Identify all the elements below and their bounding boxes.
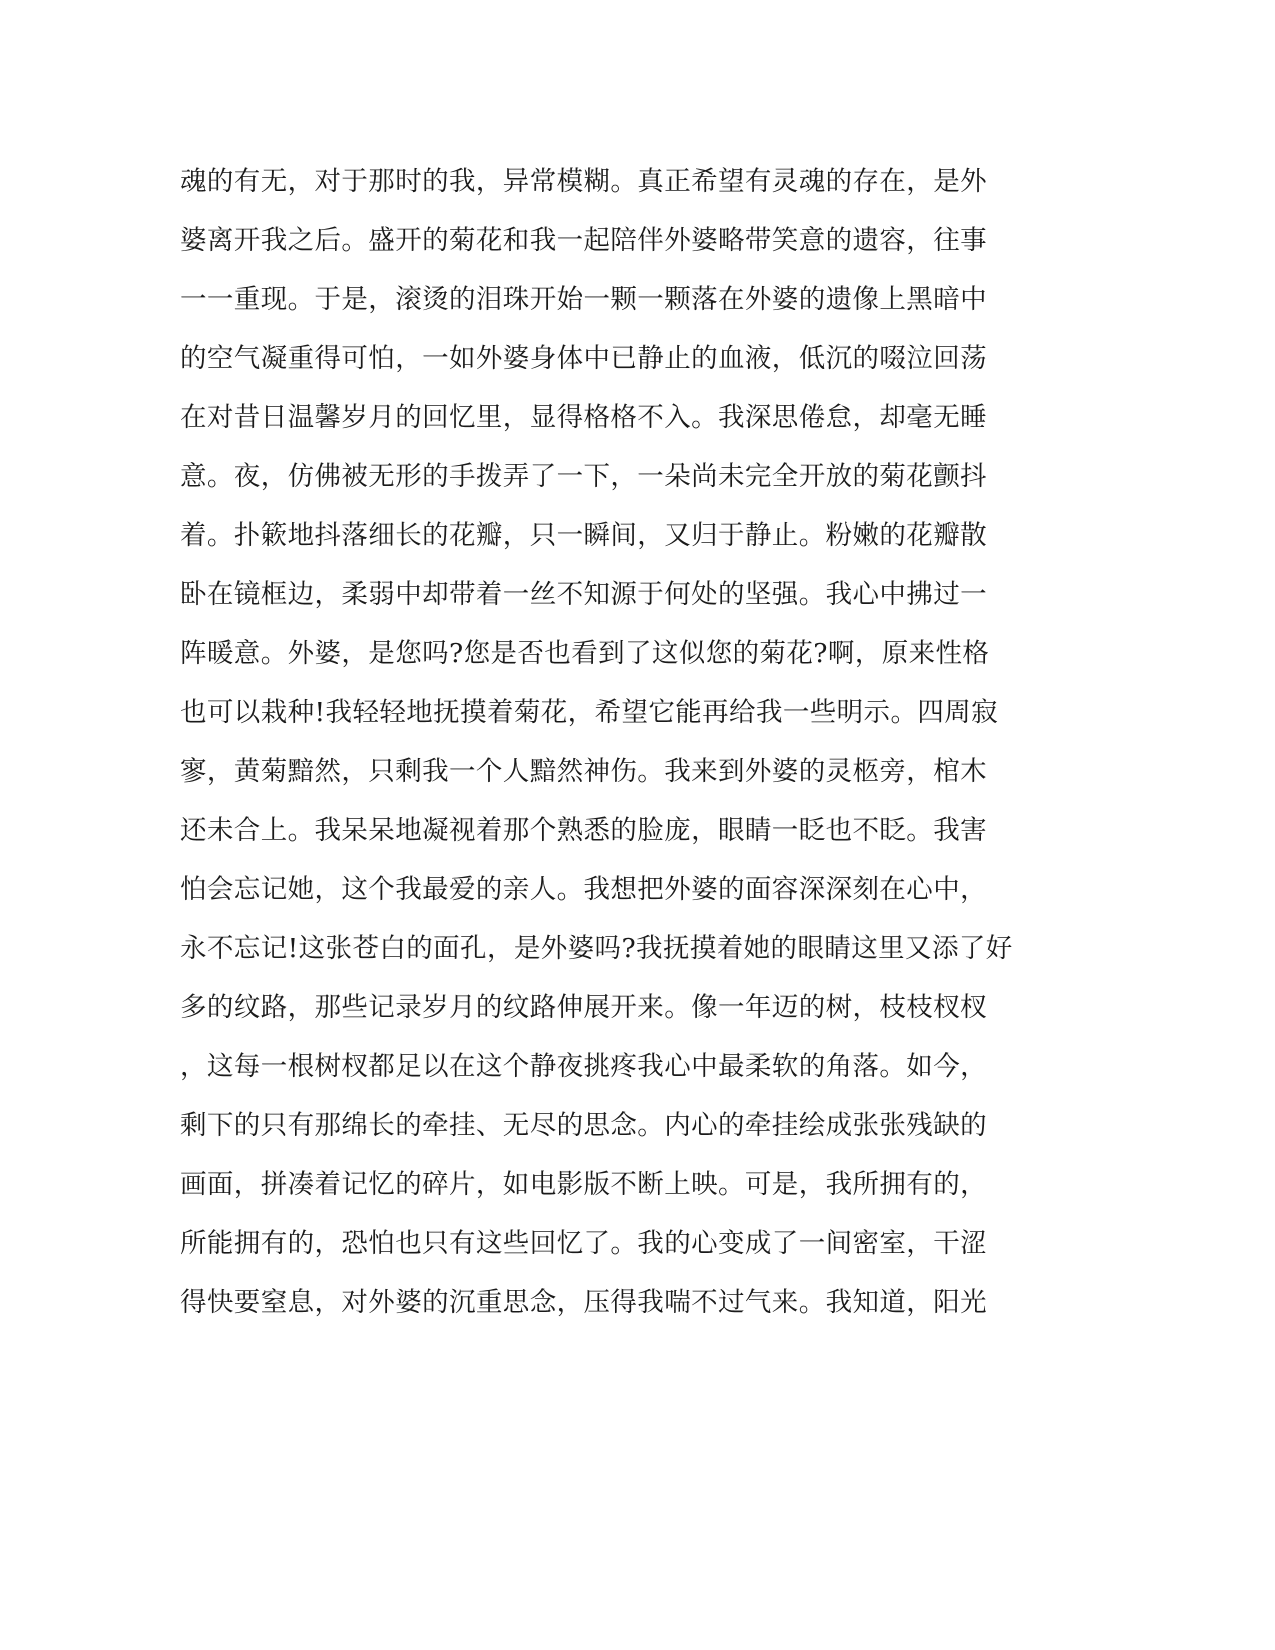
text-line-18: 画面，拼凑着记忆的碎片，如电影版不断上映。可是，我所拥有的， [180, 1169, 987, 1200]
text-line-8: 卧在镜框边，柔弱中却带着一丝不知源于何处的坚强。我心中拂过一 [180, 579, 987, 610]
text-line-13: 怕会忘记她，这个我最爱的亲人。我想把外婆的面容深深刻在心中， [180, 874, 987, 905]
text-line-16: ，这每一根树杈都足以在这个静夜挑疼我心中最柔软的角落。如今， [180, 1051, 987, 1082]
text-line-14: 永不忘记!这张苍白的面孔，是外婆吗?我抚摸着她的眼睛这里又添了好 [180, 933, 1013, 964]
text-line-3: 一一重现。于是，滚烫的泪珠开始一颗一颗落在外婆的遗像上黑暗中 [180, 284, 987, 315]
text-line-19: 所能拥有的，恐怕也只有这些回忆了。我的心变成了一间密室，干涩 [180, 1228, 987, 1259]
text-line-4: 的空气凝重得可怕，一如外婆身体中已静止的血液，低沉的啜泣回荡 [180, 343, 987, 374]
text-line-20: 得快要窒息，对外婆的沉重思念，压得我喘不过气来。我知道，阳光 [180, 1287, 987, 1318]
text-line-7: 着。扑簌地抖落细长的花瓣，只一瞬间，又归于静止。粉嫩的花瓣散 [180, 520, 987, 551]
text-line-5: 在对昔日温馨岁月的回忆里，显得格格不入。我深思倦怠，却毫无睡 [180, 402, 987, 433]
text-line-6: 意。夜，仿佛被无形的手拨弄了一下，一朵尚未完全开放的菊花颤抖 [180, 461, 987, 492]
body-text [180, 152, 1080, 1332]
text-line-15: 多的纹路，那些记录岁月的纹路伸展开来。像一年迈的树，枝枝杈杈 [180, 992, 987, 1023]
text-line-1: 魂的有无，对于那时的我，异常模糊。真正希望有灵魂的存在，是外 [180, 166, 987, 197]
text-line-17: 剩下的只有那绵长的牵挂、无尽的思念。内心的牵挂绘成张张残缺的 [180, 1110, 987, 1141]
text-line-9: 阵暖意。外婆，是您吗?您是否也看到了这似您的菊花?啊，原来性格 [180, 638, 990, 669]
text-line-2: 婆离开我之后。盛开的菊花和我一起陪伴外婆略带笑意的遗容，往事 [180, 225, 987, 256]
text-line-10: 也可以栽种!我轻轻地抚摸着菊花，希望它能再给我一些明示。四周寂 [180, 697, 999, 728]
text-line-11: 寥，黄菊黯然，只剩我一个人黯然神伤。我来到外婆的灵柩旁，棺木 [180, 756, 987, 787]
text-line-12: 还未合上。我呆呆地凝视着那个熟悉的脸庞，眼睛一眨也不眨。我害 [180, 815, 987, 846]
